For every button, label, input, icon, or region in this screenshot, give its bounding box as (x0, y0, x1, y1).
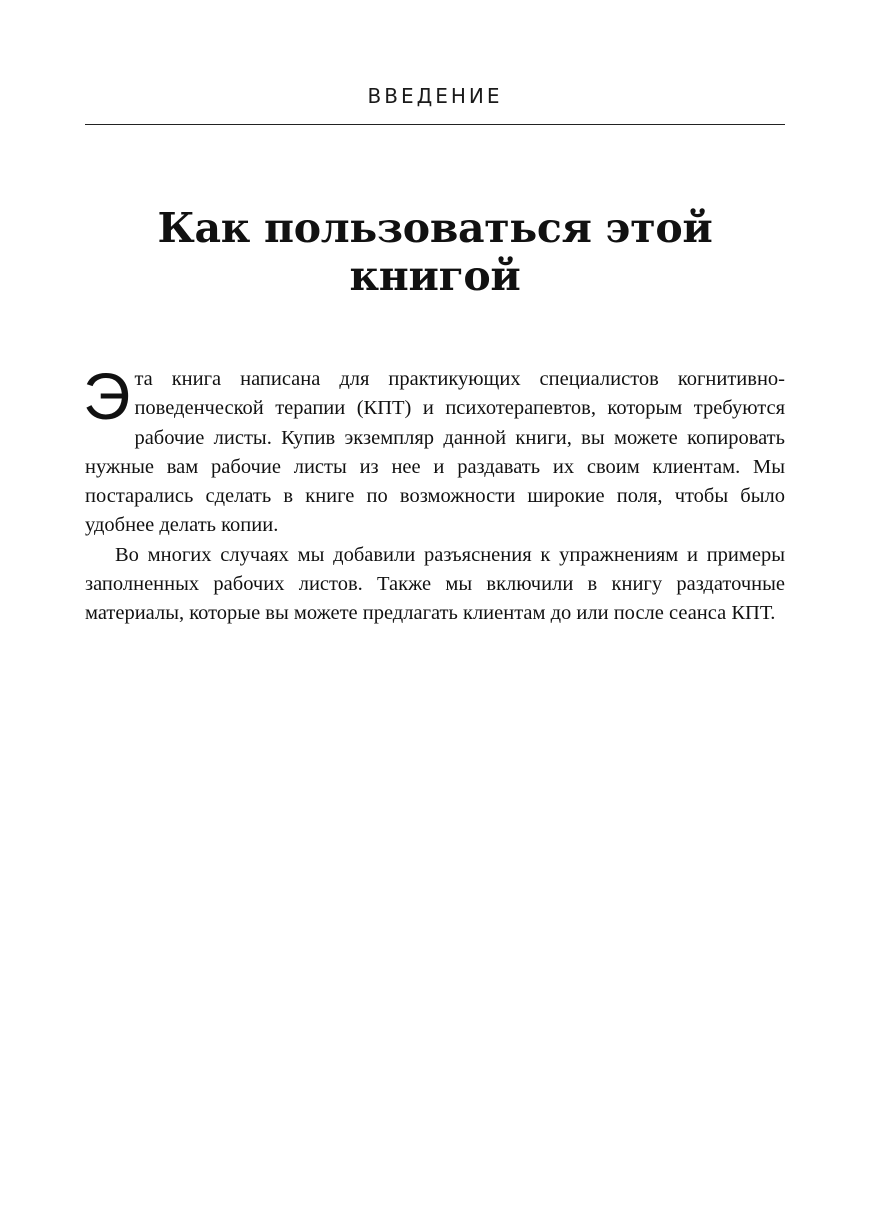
drop-cap: Э (83, 359, 131, 433)
chapter-title: Как пользоваться этой книгой (157, 204, 713, 300)
running-head: ВВЕДЕНИЕ (367, 84, 503, 108)
paragraph-1 (83, 359, 785, 541)
header-rule (85, 124, 785, 125)
paragraph-1-text: та книга написана для практикующих специалистов когнитивно-поведенческой терапии (КПТ) и психотерапевтов, которым требуются рабочие листы. Купив экземпляр данной книги, вы можете копировать нужные вам рабочие листы из нее и раздавать их своим клиентам. Мы постарались сделать в книге по возможности широкие поля, чтобы было удобнее делать копии. (85, 368, 785, 537)
body-text (83, 359, 785, 629)
paragraph-2: Во многих случаях мы добавили разъяснения к упражнениям и примеры заполненных рабочих листов. Также мы включили в книгу раздаточные материалы, которые вы можете предлагать клиентам до или после сеанса КПТ. (85, 543, 785, 625)
